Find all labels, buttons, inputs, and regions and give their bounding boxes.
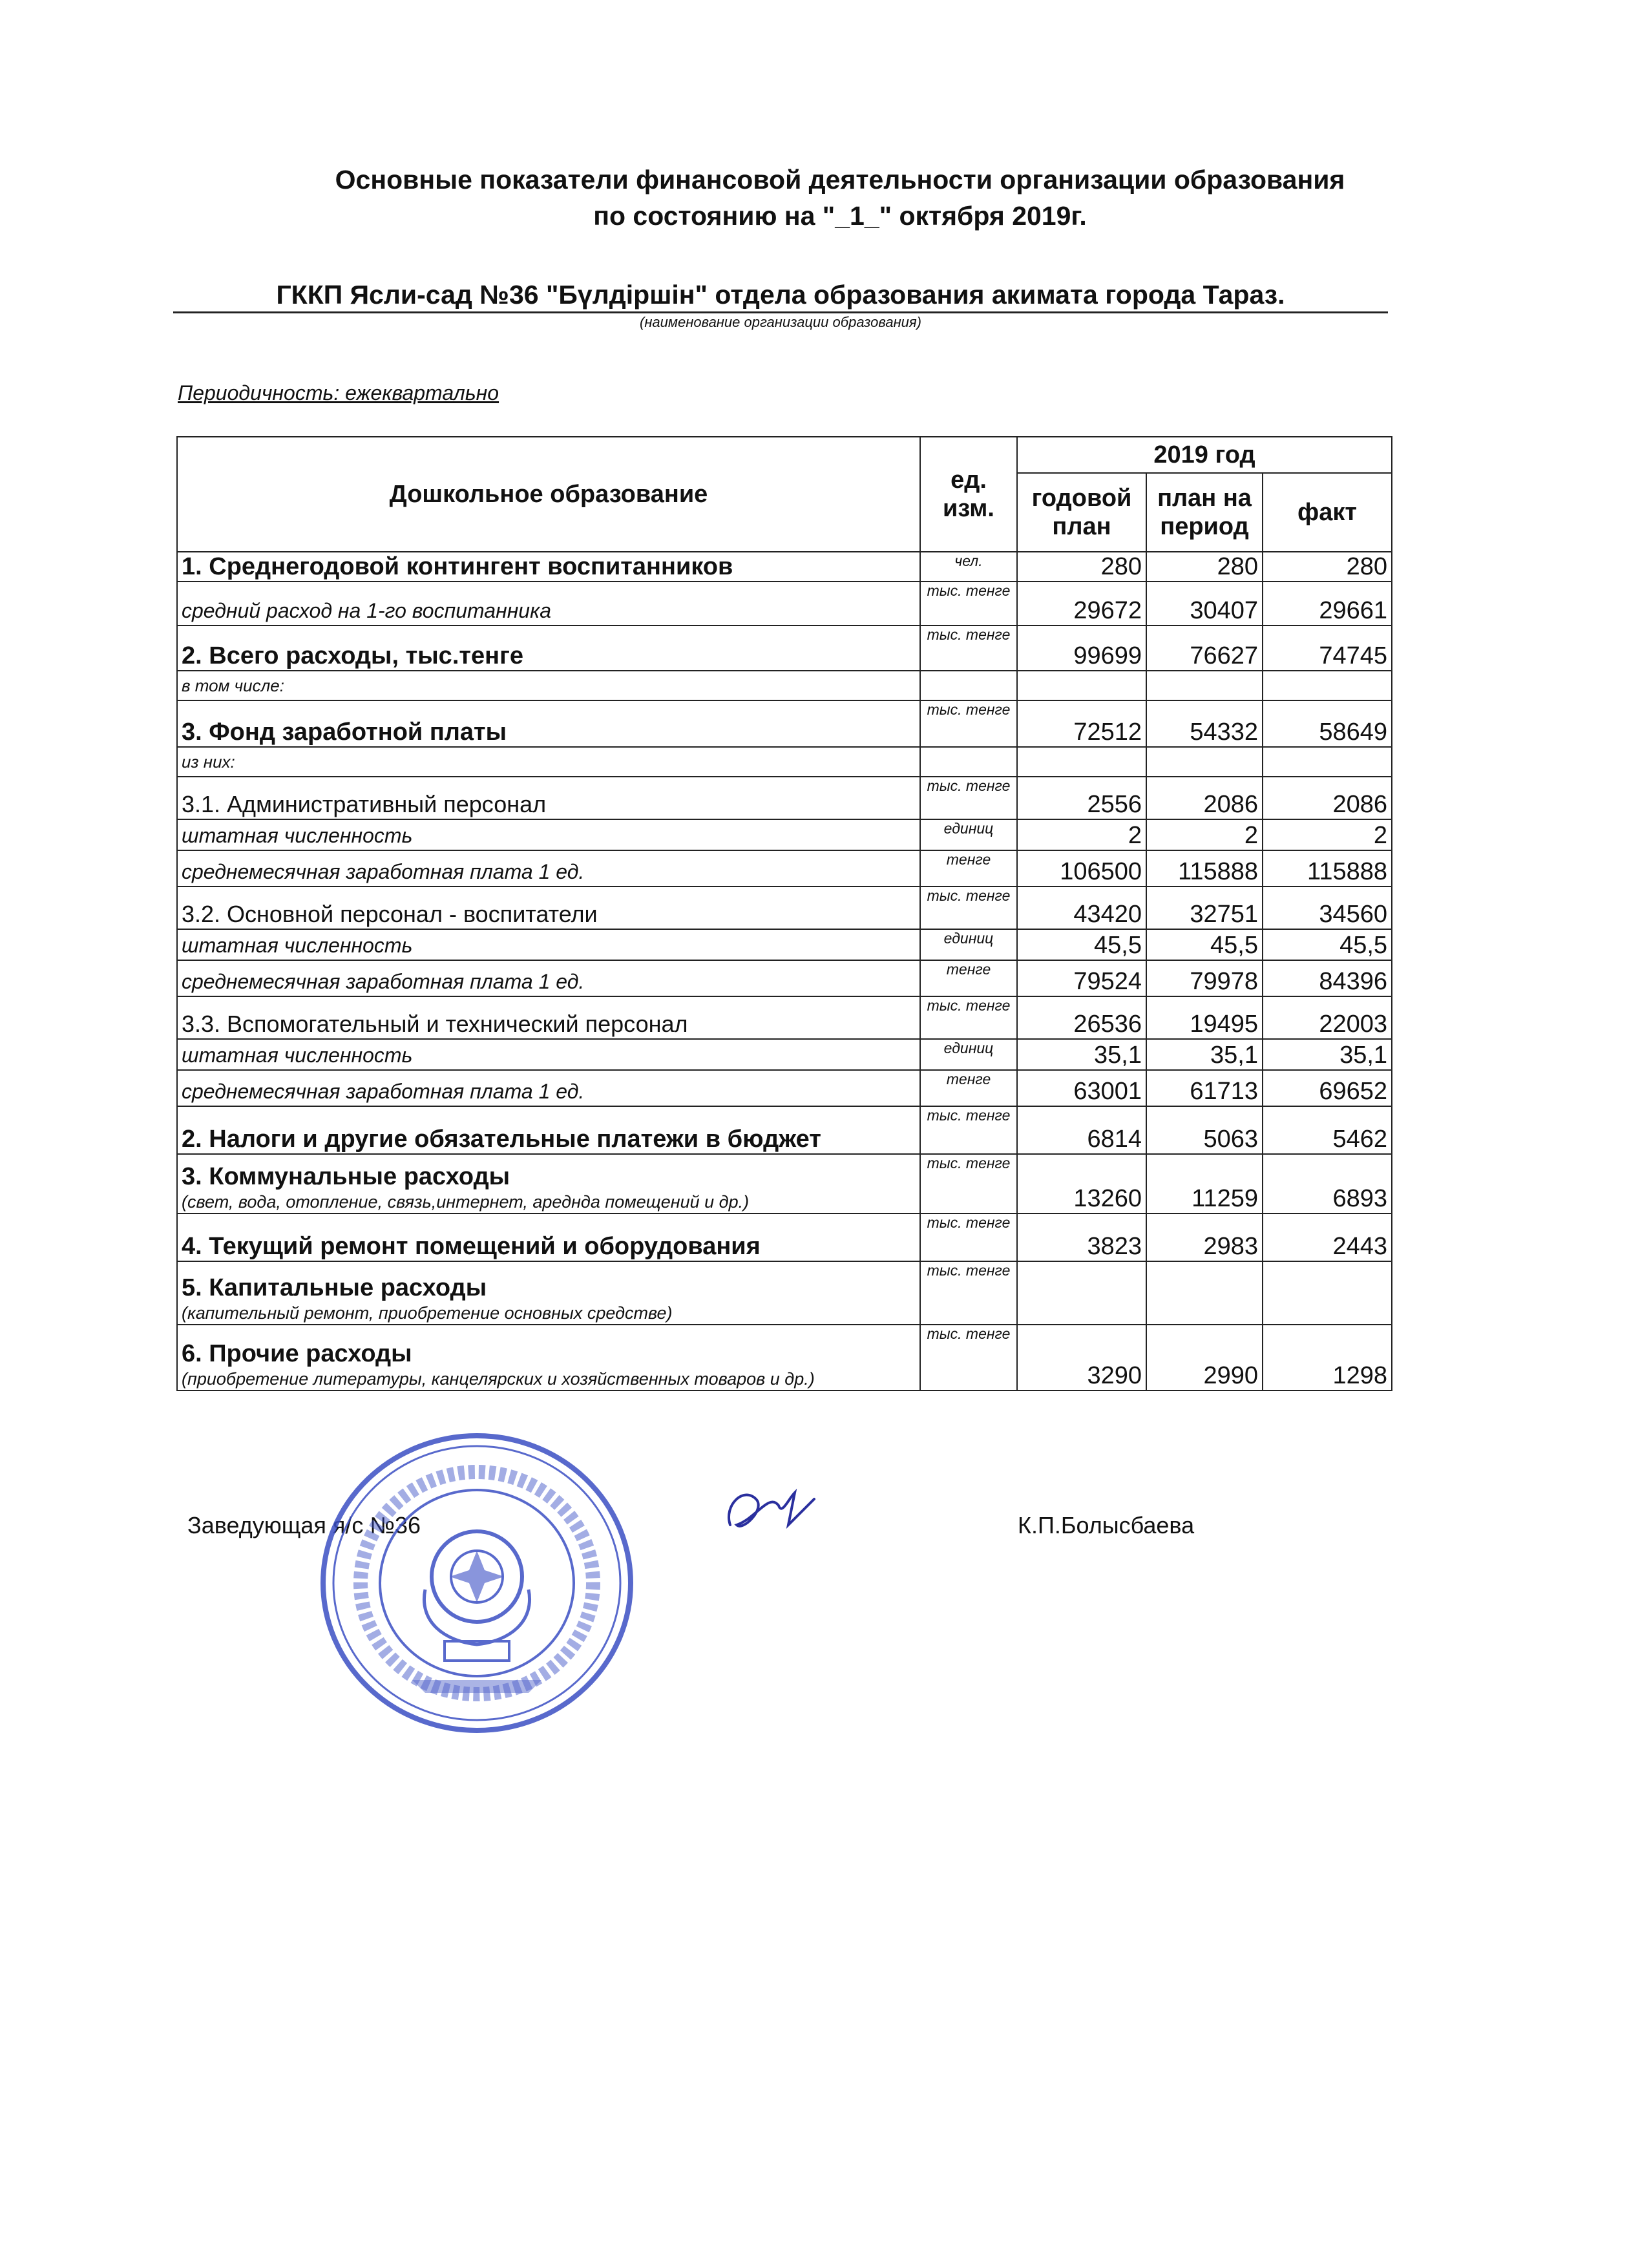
cell-plan: 2 bbox=[1017, 819, 1146, 850]
handwritten-signature bbox=[717, 1480, 821, 1551]
cell-fact bbox=[1263, 671, 1392, 700]
cell-plan: 63001 bbox=[1017, 1070, 1146, 1106]
row-label bbox=[177, 777, 920, 819]
cell-fact: 6893 bbox=[1263, 1154, 1392, 1213]
row-label-text: 6. Прочие расходы bbox=[182, 1340, 412, 1367]
row-label-text: 5. Капитальные расходы bbox=[182, 1274, 487, 1301]
row-label-text: среднемесячная заработная плата 1 ед. bbox=[182, 970, 585, 993]
cell-plan: 13260 bbox=[1017, 1154, 1146, 1213]
row-label bbox=[177, 1070, 920, 1106]
row-label-text: 3. Коммунальные расходы bbox=[182, 1163, 510, 1190]
row-unit: тыс. тенге bbox=[920, 1106, 1017, 1154]
cell-period: 79978 bbox=[1146, 960, 1263, 996]
table-row bbox=[177, 582, 1392, 625]
row-unit: тыс. тенге bbox=[920, 1261, 1017, 1325]
row-label-text: 2. Налоги и другие обязательные платежи в бюджет bbox=[182, 1126, 821, 1153]
row-unit: тыс. тенге bbox=[920, 996, 1017, 1039]
header-year: 2019 год bbox=[1017, 437, 1392, 473]
cell-plan: 99699 bbox=[1017, 625, 1146, 671]
table-row bbox=[177, 1213, 1392, 1261]
cell-plan: 2556 bbox=[1017, 777, 1146, 819]
row-label bbox=[177, 996, 920, 1039]
header-unit: ед. изм. bbox=[920, 437, 1017, 552]
row-label-text: 4. Текущий ремонт помещений и оборудования bbox=[182, 1233, 761, 1260]
row-label-text: среднемесячная заработная плата 1 ед. bbox=[182, 860, 585, 883]
row-label-text: среднемесячная заработная плата 1 ед. bbox=[182, 1080, 585, 1103]
cell-period: 5063 bbox=[1146, 1106, 1263, 1154]
cell-period: 45,5 bbox=[1146, 929, 1263, 960]
row-label-subtext: (приобретение литературы, канцелярских и хозяйственных товаров и др.) bbox=[182, 1369, 815, 1389]
cell-fact bbox=[1263, 747, 1392, 777]
row-unit: тыс. тенге bbox=[920, 1213, 1017, 1261]
row-label bbox=[177, 552, 920, 582]
table-row bbox=[177, 1106, 1392, 1154]
table-row bbox=[177, 1070, 1392, 1106]
row-label-text: штатная численность bbox=[182, 1044, 413, 1067]
cell-plan bbox=[1017, 747, 1146, 777]
row-label-subtext: (свет, вода, отопление, связь,интернет, ареднда помещений и др.) bbox=[182, 1192, 750, 1212]
cell-plan: 43420 bbox=[1017, 887, 1146, 929]
row-label bbox=[177, 960, 920, 996]
cell-plan bbox=[1017, 1261, 1146, 1325]
row-unit: единиц bbox=[920, 1039, 1017, 1070]
row-unit: единиц bbox=[920, 819, 1017, 850]
row-unit: тыс. тенге bbox=[920, 1325, 1017, 1391]
row-unit bbox=[920, 747, 1017, 777]
cell-period: 11259 bbox=[1146, 1154, 1263, 1213]
row-label bbox=[177, 1106, 920, 1154]
cell-fact: 2443 bbox=[1263, 1213, 1392, 1261]
table-row bbox=[177, 671, 1392, 700]
table-row bbox=[177, 552, 1392, 582]
row-unit: тыс. тенге bbox=[920, 625, 1017, 671]
row-label bbox=[177, 850, 920, 887]
row-label-text: штатная численность bbox=[182, 824, 413, 847]
official-seal bbox=[315, 1428, 638, 1738]
table-row bbox=[177, 819, 1392, 850]
cell-period: 76627 bbox=[1146, 625, 1263, 671]
cell-plan: 6814 bbox=[1017, 1106, 1146, 1154]
header-annual-plan: годовой план bbox=[1017, 473, 1146, 552]
cell-fact: 2 bbox=[1263, 819, 1392, 850]
cell-period: 32751 bbox=[1146, 887, 1263, 929]
cell-period bbox=[1146, 1261, 1263, 1325]
row-label-text: 3. Фонд заработной платы bbox=[182, 719, 507, 746]
cell-plan: 79524 bbox=[1017, 960, 1146, 996]
row-label-text: 3.2. Основной персонал - воспитатели bbox=[182, 901, 598, 927]
row-unit: тыс. тенге bbox=[920, 777, 1017, 819]
table-row bbox=[177, 1325, 1392, 1391]
row-unit: тыс. тенге bbox=[920, 582, 1017, 625]
signer-name: К.П.Болысбаева bbox=[1018, 1512, 1195, 1538]
cell-fact: 115888 bbox=[1263, 850, 1392, 887]
table-row bbox=[177, 929, 1392, 960]
cell-period bbox=[1146, 671, 1263, 700]
table-body bbox=[177, 552, 1392, 1391]
signature-position: Заведующая я/с №36 bbox=[187, 1512, 421, 1538]
row-label bbox=[177, 700, 920, 747]
cell-period: 54332 bbox=[1146, 700, 1263, 747]
row-label-text: 1. Среднегодовой контингент воспитанников bbox=[182, 553, 733, 580]
cell-fact: 22003 bbox=[1263, 996, 1392, 1039]
row-unit: тыс. тенге bbox=[920, 887, 1017, 929]
row-unit: чел. bbox=[920, 552, 1017, 582]
cell-fact: 34560 bbox=[1263, 887, 1392, 929]
row-label bbox=[177, 582, 920, 625]
cell-period: 61713 bbox=[1146, 1070, 1263, 1106]
cell-fact: 35,1 bbox=[1263, 1039, 1392, 1070]
row-unit: тенге bbox=[920, 850, 1017, 887]
cell-period: 2990 bbox=[1146, 1325, 1263, 1391]
cell-fact: 29661 bbox=[1263, 582, 1392, 625]
cell-period: 2086 bbox=[1146, 777, 1263, 819]
cell-plan: 3823 bbox=[1017, 1213, 1146, 1261]
row-label bbox=[177, 1261, 920, 1325]
table-row bbox=[177, 850, 1392, 887]
row-label-text: штатная численность bbox=[182, 934, 413, 957]
row-label bbox=[177, 671, 920, 700]
table-row bbox=[177, 1039, 1392, 1070]
cell-period: 35,1 bbox=[1146, 1039, 1263, 1070]
document-title-line2: по состоянию на "_1_" октября 2019г. bbox=[593, 201, 1087, 231]
cell-plan bbox=[1017, 671, 1146, 700]
row-label bbox=[177, 1325, 920, 1391]
cell-fact: 69652 bbox=[1263, 1070, 1392, 1106]
cell-fact: 2086 bbox=[1263, 777, 1392, 819]
cell-fact: 74745 bbox=[1263, 625, 1392, 671]
row-label bbox=[177, 1039, 920, 1070]
table-row bbox=[177, 777, 1392, 819]
cell-plan: 280 bbox=[1017, 552, 1146, 582]
table-row bbox=[177, 747, 1392, 777]
periodicity-label: Периодичность: ежеквартально bbox=[178, 381, 499, 404]
document-title-line1: Основные показатели финансовой деятельности организации образования bbox=[335, 165, 1345, 194]
organization-caption: (наименование организации образования) bbox=[640, 314, 921, 330]
cell-fact: 45,5 bbox=[1263, 929, 1392, 960]
financial-indicators-table bbox=[176, 436, 1392, 1391]
cell-period: 19495 bbox=[1146, 996, 1263, 1039]
row-label bbox=[177, 887, 920, 929]
cell-period: 115888 bbox=[1146, 850, 1263, 887]
row-unit bbox=[920, 671, 1017, 700]
cell-period: 30407 bbox=[1146, 582, 1263, 625]
table-row bbox=[177, 700, 1392, 747]
cell-plan: 29672 bbox=[1017, 582, 1146, 625]
table-row bbox=[177, 960, 1392, 996]
cell-period: 2983 bbox=[1146, 1213, 1263, 1261]
cell-period: 2 bbox=[1146, 819, 1263, 850]
row-label bbox=[177, 747, 920, 777]
row-unit: тыс. тенге bbox=[920, 1154, 1017, 1213]
row-label-text: средний расход на 1-го воспитанника bbox=[182, 599, 551, 622]
cell-period bbox=[1146, 747, 1263, 777]
row-label bbox=[177, 819, 920, 850]
header-period-plan: план на период bbox=[1146, 473, 1263, 552]
table-row bbox=[177, 625, 1392, 671]
organization-name: ГККП Ясли-сад №36 "Бүлдіршін" отдела образования акимата города Тараз. bbox=[173, 279, 1388, 313]
row-label-subtext: (капительный ремонт, приобретение основных средстве) bbox=[182, 1303, 673, 1323]
row-unit: тенге bbox=[920, 960, 1017, 996]
row-label-text: 3.3. Вспомогательный и технический персонал bbox=[182, 1011, 688, 1037]
header-fact: факт bbox=[1263, 473, 1392, 552]
row-label bbox=[177, 1213, 920, 1261]
cell-fact: 280 bbox=[1263, 552, 1392, 582]
row-label bbox=[177, 1154, 920, 1213]
row-unit: тенге bbox=[920, 1070, 1017, 1106]
cell-plan: 26536 bbox=[1017, 996, 1146, 1039]
table-row bbox=[177, 1261, 1392, 1325]
row-label-text: 2. Всего расходы, тыс.тенге bbox=[182, 642, 524, 669]
row-unit: тыс. тенге bbox=[920, 700, 1017, 747]
cell-fact: 58649 bbox=[1263, 700, 1392, 747]
row-unit: единиц bbox=[920, 929, 1017, 960]
table-row bbox=[177, 1154, 1392, 1213]
row-label bbox=[177, 929, 920, 960]
cell-plan: 35,1 bbox=[1017, 1039, 1146, 1070]
cell-plan: 72512 bbox=[1017, 700, 1146, 747]
cell-plan: 3290 bbox=[1017, 1325, 1146, 1391]
cell-period: 280 bbox=[1146, 552, 1263, 582]
row-label-text: в том числе: bbox=[182, 676, 284, 695]
header-name: Дошкольное образование bbox=[177, 437, 920, 552]
cell-plan: 106500 bbox=[1017, 850, 1146, 887]
table-row bbox=[177, 996, 1392, 1039]
cell-fact: 5462 bbox=[1263, 1106, 1392, 1154]
cell-plan: 45,5 bbox=[1017, 929, 1146, 960]
row-label bbox=[177, 625, 920, 671]
cell-fact bbox=[1263, 1261, 1392, 1325]
table-row bbox=[177, 887, 1392, 929]
row-label-text: из них: bbox=[182, 752, 235, 772]
cell-fact: 84396 bbox=[1263, 960, 1392, 996]
cell-fact: 1298 bbox=[1263, 1325, 1392, 1391]
row-label-text: 3.1. Административный персонал bbox=[182, 791, 547, 817]
